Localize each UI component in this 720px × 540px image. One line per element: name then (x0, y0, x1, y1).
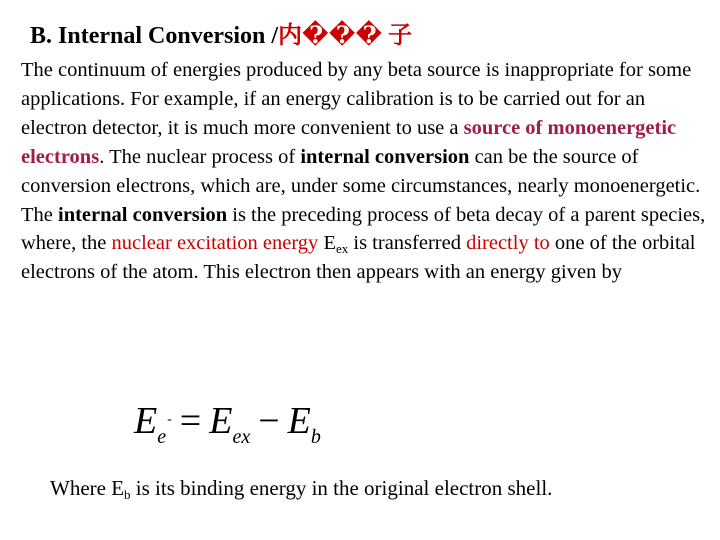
eq-equals: = (179, 400, 202, 442)
p2-highlight-internal-conversion: internal conversion (58, 203, 228, 226)
p1-highlight-internal-conversion: internal conversion (300, 145, 470, 168)
p1-text-2: . The nuclear process of (99, 145, 301, 168)
title-text: B. Internal Conversion / (30, 23, 279, 49)
eq-minus: − (258, 400, 280, 442)
eq-lhs-sup: - (167, 412, 172, 427)
eq-term-2-sub: b (310, 426, 321, 448)
p2-text-5: one of the orbital electrons of the atom. This electron then appears with an energy given by (21, 232, 696, 284)
eq-term-1-sub: ex (232, 426, 251, 448)
footnote-text-2: is its binding energy in the original electron shell. (130, 476, 553, 500)
p1-text-1: The continuum of energies produced by any beta source is inappropriate for some applications. For example, if an energy calibration is to be carried out for an electron detector, it is much more convenient to use a (21, 59, 692, 139)
paragraph-continuum (21, 56, 713, 201)
p2-highlight-directly-to: directly to (466, 232, 550, 255)
footnote-text-1: Where E (50, 476, 125, 500)
paragraph-internal-conversion (21, 201, 713, 288)
p2-text-2: is the preceding process of beta decay of a parent species, where, the (21, 203, 706, 255)
binding-energy-note (50, 474, 552, 502)
eq-lhs: E (134, 400, 158, 442)
p2-highlight-excitation-energy: nuclear excitation energy (111, 232, 319, 255)
eq-lhs-sub: e (157, 426, 167, 448)
body-text (21, 56, 713, 287)
p2-text-4: is transferred (348, 232, 467, 255)
p2-text-3: E (318, 232, 336, 255)
energy-equation (134, 397, 321, 448)
p1-text-3: can be the source of conversion electrons, which are, under some circumstances, nearly monoenergetic. (21, 145, 701, 197)
footnote-subscript-b: b (124, 487, 131, 502)
eq-term-1: E (209, 400, 233, 442)
p1-highlight-monoenergetic: source of monoenergetic electrons (21, 116, 677, 168)
eq-term-2: E (287, 400, 311, 442)
p2-subscript-ex: ex (335, 241, 349, 257)
title-cjk-text: 内��� 子 (278, 23, 413, 49)
slide-title (30, 21, 412, 51)
p2-text-1: The (21, 203, 58, 226)
